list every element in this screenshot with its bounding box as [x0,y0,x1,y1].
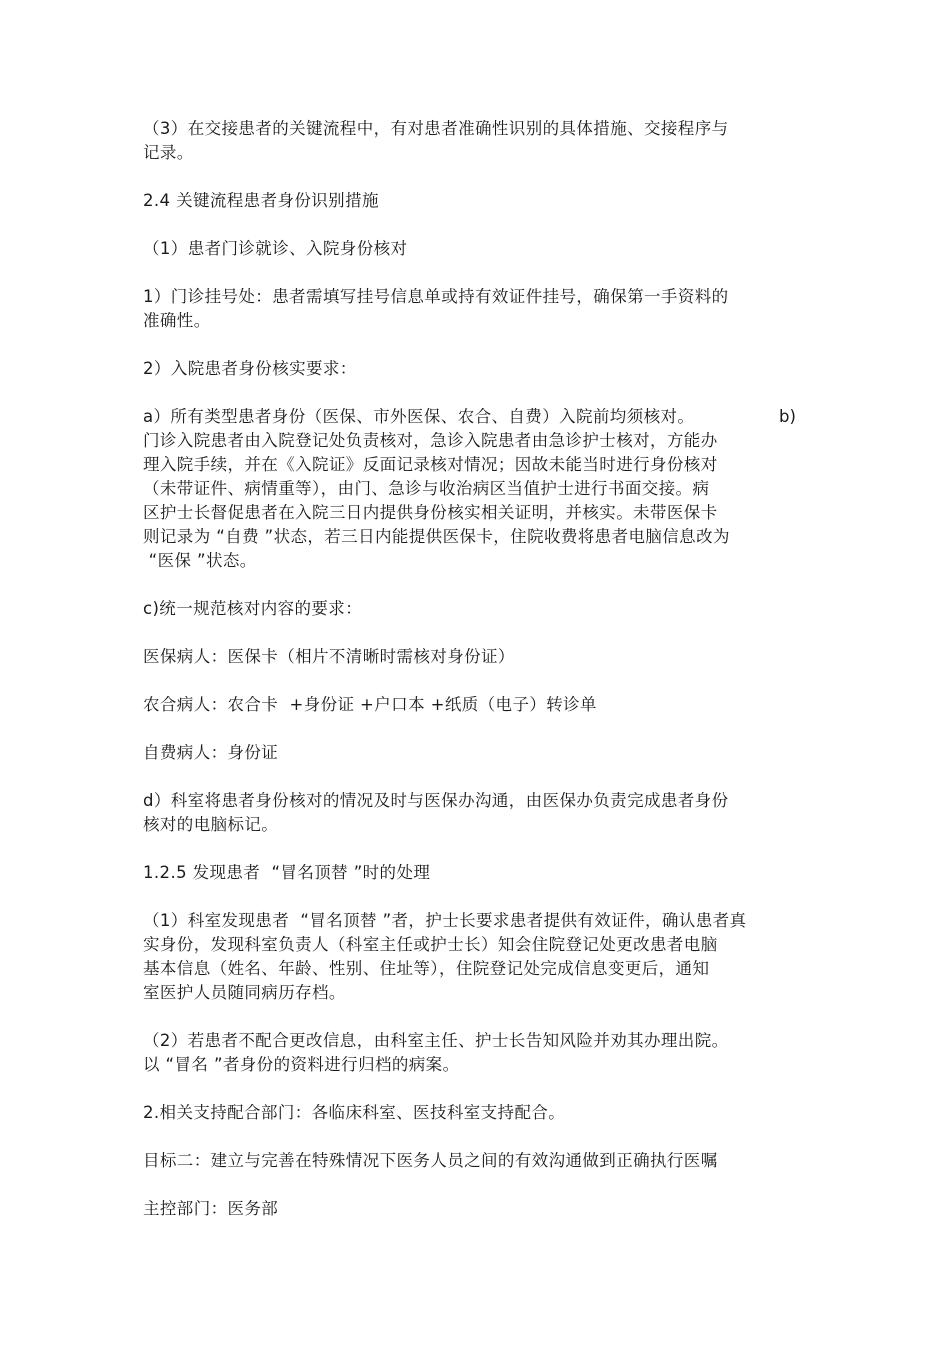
text-line: “医保 ”状态。 [143,551,257,570]
text-line: a）所有类型患者身份（医保、市外医保、农合、自费）入院前均须核对。 [143,407,695,426]
section-heading: 1.2.5 发现患者 “冒名顶替 ”时的处理 [143,863,431,882]
text-line: （未带证件、病情重等），由门、急诊与收治病区当值护士进行书面交接。病 [143,479,710,498]
text-line: （3）在交接患者的关键流程中，有对患者准确性识别的具体措施、交接程序与 [143,119,729,138]
text-line: 门诊入院患者由入院登记处负责核对，急诊入院患者由急诊护士核对，方能办 [143,431,718,450]
text-line: 记录。 [143,143,194,162]
text-line: 自费病人：身份证 [143,743,279,762]
text-line: 理入院手续，并在《入院证》反面记录核对情况；因故未能当时进行身份核对 [143,455,718,474]
text-line: 实身份，发现科室负责人（科室主任或护士长）知会住院登记处更改患者电脑 [143,935,718,954]
text-line: （2）若患者不配合更改信息，由科室主任、护士长告知风险并劝其办理出院。 [143,1031,729,1050]
text-line: 2）入院患者身份核实要求： [143,359,357,378]
text-line: （1）科室发现患者 “冒名顶替 ”者，护士长要求患者提供有效证件，确认患者真 [143,911,747,930]
text-line: 则记录为 “自费 ”状态，若三日内能提供医保卡，住院收费将患者电脑信息改为 [143,527,730,546]
text-line: 核对的电脑标记。 [143,815,279,834]
text-line: 准确性。 [143,311,211,330]
text-line: 2.相关支持配合部门：各临床科室、医技科室支持配合。 [143,1103,566,1122]
text-line: c)统一规范核对内容的要求： [143,599,363,618]
text-line: 农合病人：农合卡 +身份证 +户口本 +纸质（电子）转诊单 [143,695,597,714]
text-line: 室医护人员随同病历存档。 [143,983,346,1002]
section-heading: 2.4 关键流程患者身份识别措施 [143,191,379,210]
text-line: 区护士长督促患者在入院三日内提供身份核实相关证明，并核实。未带医保卡 [143,503,718,522]
text-line: 以 “冒名 ”者身份的资料进行归档的病案。 [143,1055,460,1074]
text-line: 医保病人：医保卡（相片不清晰时需核对身份证） [143,647,515,666]
text-line: 目标二：建立与完善在特殊情况下医务人员之间的有效沟通做到正确执行医嘱 [143,1151,718,1170]
text-line: 1）门诊挂号处：患者需填写挂号信息单或持有效证件挂号，确保第一手资料的 [143,287,729,306]
list-marker-b: b) [779,407,796,426]
text-line: 主控部门：医务部 [143,1199,279,1218]
text-line: 基本信息（姓名、年龄、性别、住址等），住院登记处完成信息变更后，通知 [143,959,710,978]
text-line: （1）患者门诊就诊、入院身份核对 [143,239,408,258]
text-line: d）科室将患者身份核对的情况及时与医保办沟通，由医保办负责完成患者身份 [143,791,729,810]
